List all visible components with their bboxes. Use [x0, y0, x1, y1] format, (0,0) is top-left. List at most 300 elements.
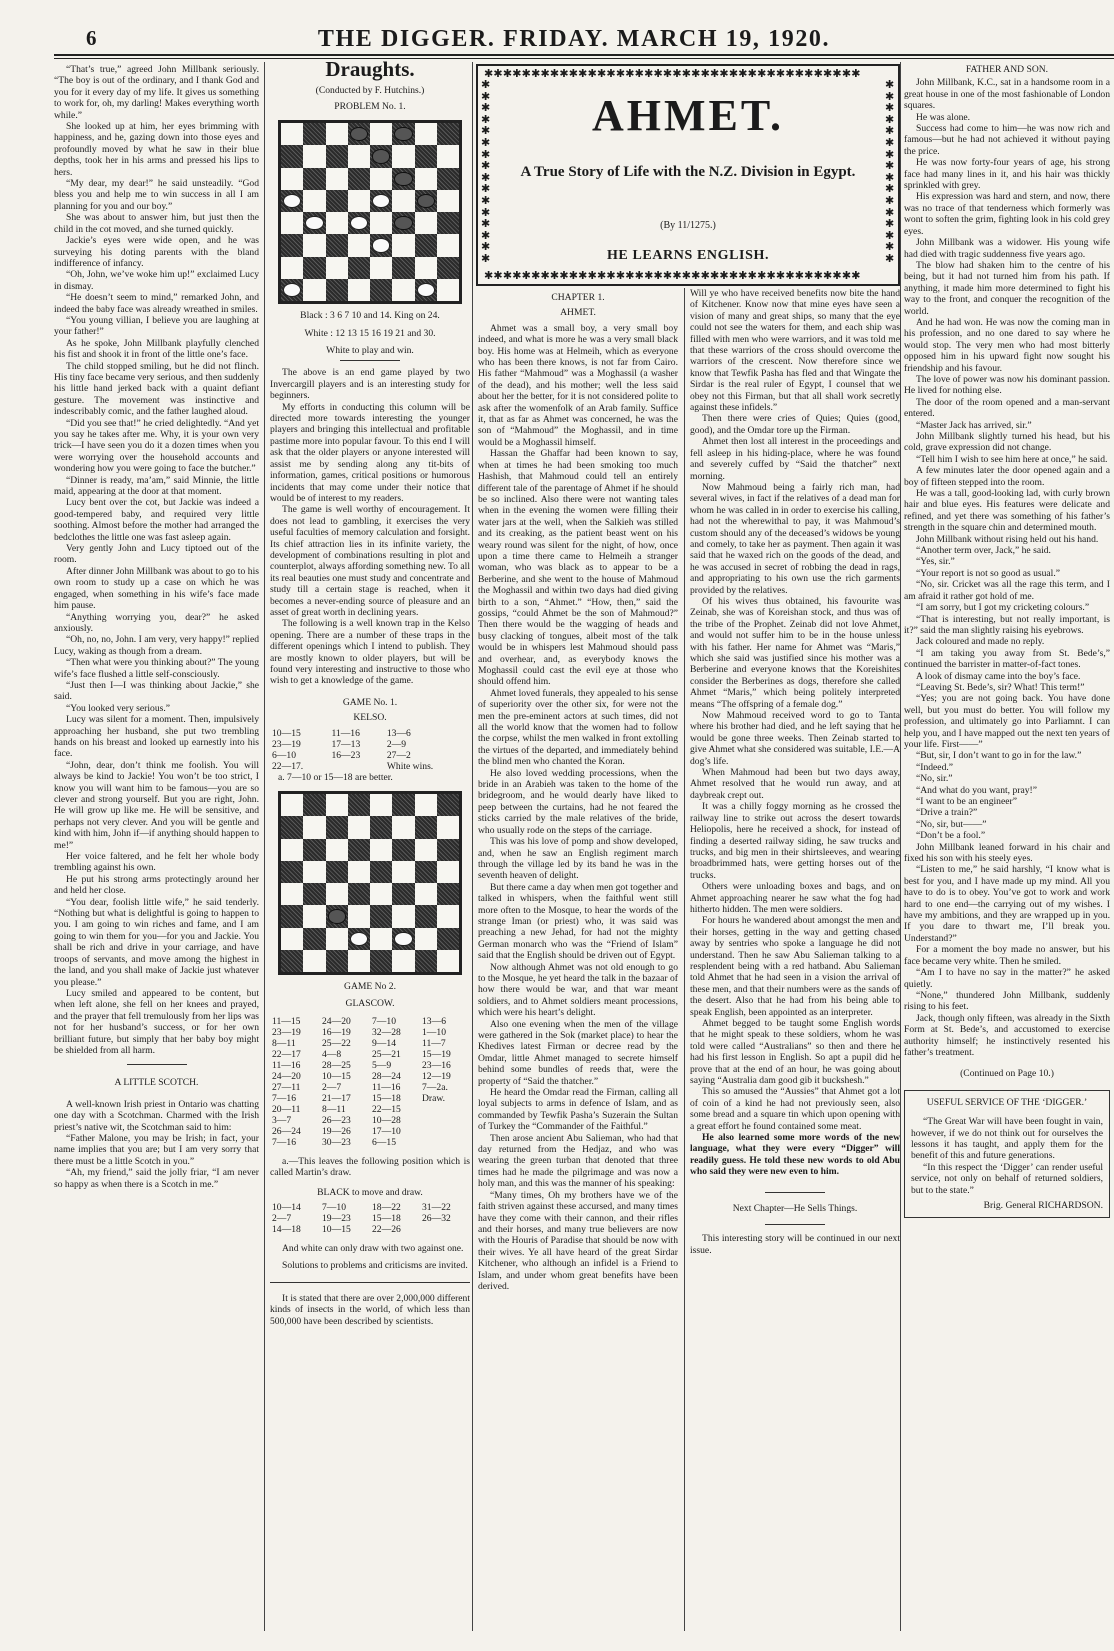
- black-piece-icon: [328, 909, 346, 923]
- move-cell: 10—15: [322, 1224, 351, 1236]
- move-cell: 22—17.: [272, 760, 304, 772]
- board-square: [326, 861, 348, 883]
- moves-table: [270, 728, 470, 772]
- move-cell: 13—6: [422, 1015, 446, 1027]
- board-square: [370, 928, 392, 950]
- moves-row: [270, 1049, 470, 1060]
- board-square: [415, 816, 437, 838]
- move-cell: [420, 1224, 470, 1235]
- article-title: FATHER AND SON.: [965, 64, 1049, 75]
- page-number: 6: [86, 26, 97, 50]
- move-cell: 4—8: [322, 1048, 342, 1060]
- problem-heading: PROBLEM No. 1.: [334, 100, 406, 112]
- board-square: [348, 861, 370, 883]
- move-cell: 11—16: [372, 1081, 401, 1093]
- board-square: [370, 794, 392, 816]
- moves-row: [270, 1202, 470, 1213]
- paragraph: He also loved wedding processions, when the bride in an Arabieh was taken to the home of the bridegroom, and he would dearly have liked to peep between the curtains, had he not feared the sticks carried by the male relatives of the bride, who usually rode on the steps of the carriage.: [478, 767, 678, 836]
- board-square: [370, 883, 392, 905]
- move-cell: 18—22: [372, 1202, 401, 1214]
- board-square: [370, 816, 392, 838]
- divider: [765, 1192, 825, 1193]
- move-cell: 7—10: [372, 1015, 396, 1027]
- paragraph: “But, sir, I don’t want to go in for the law.”: [916, 750, 1082, 762]
- paragraph: The child stopped smiling, but he did not flinch. His tiny face became very serious, and then suddenly his little hand jerked back with a quaint defiant gesture. The movement was instinctive and indescribably comic, and the father laughed aloud.: [54, 360, 259, 418]
- move-cell: 24—20: [272, 1070, 301, 1082]
- move-cell: 10—15: [322, 1070, 351, 1082]
- paragraph: Hassan the Ghaffar had been known to say, when at times he had been smoking too much Hashish, that Mahmoud could tell an entirely different tale of the parentage of Ahmet if he should be so inclined. Also there were not wanting tales when in the evening the women were filling their water jars at the well, when the Salkieh was stilled and its creaking, as the patient beast went on his weary round was silent for the night, of how, once upon a time there came to Helmeih a stranger woman, who was black as to appear to be a Berberine, and she went to the house of Mahmoud the Moghassil and within two days had died giving birth to a son, “Ahmet.” “How, then,” said the gossips, “could Ahmet be the son of Mahmoud?” Then there would be the wagging of heads and busy clacking of tongues, albeit most of the talk would be in whispers lest Mahmoud should pass and overhear, and, as everybody knows the Moghassil could cast the evil eye at those who should offend him.: [478, 448, 678, 688]
- white-piece-icon: [283, 283, 301, 297]
- board-square: [281, 950, 303, 972]
- board-square: [370, 950, 392, 972]
- paragraph: My efforts in conducting this column will be directed more towards interesting the younger players and bringing this intellectual and profitable pastime more into popular favour. To this end I will ask that the older players or anyone interested will assist me by sending along any tit-bits of information, games, critical positions or humorous incidents that may come under their notice that would be of interest to my readers.: [270, 401, 470, 504]
- masthead-rule: [54, 54, 1114, 56]
- paragraph: “No, sir. Cricket was all the rage this term, and I am afraid it rather got hold of me.: [904, 579, 1110, 602]
- board-square: [392, 123, 414, 145]
- board-square: [415, 145, 437, 167]
- board-square: [437, 145, 459, 167]
- board-square: [348, 168, 370, 190]
- story-title: AHMET.: [592, 91, 784, 140]
- board-square: [303, 883, 325, 905]
- board-square: [303, 839, 325, 861]
- board-square: [415, 883, 437, 905]
- divider: [127, 1064, 187, 1065]
- board-square: [392, 839, 414, 861]
- board-square: [415, 928, 437, 950]
- board-square: [303, 145, 325, 167]
- paragraph: But there came a day when men got together and talked in whispers, when the faithful went still more often to the Mosque, to hear the words of the strange Iman (or priest) who, it was said was preaching a new Jehad, for had not the mighty German monarch who was the “Friend of Islam” said that the English should be driven out of Egypt.: [478, 881, 678, 962]
- paragraph: Lucy was silent for a moment. Then, impulsively approaching her husband, she put two trembling hands on his breast and looked up earnestly into his face.: [54, 714, 259, 760]
- paragraph: “In this respect the ‘Digger’ can render useful service, not only on behalf of returned soldiers, but to the state.”: [911, 1161, 1103, 1196]
- move-cell: 27—11: [272, 1081, 301, 1093]
- move-cell: 15—18: [372, 1213, 401, 1225]
- paragraph: “You dear, foolish little wife,” he said tenderly. “Nothing but what is delightful is going to happen to you. I am going to win riches and fame, and I am going to win them for you—for you and Jackie. You shall be rich and drive in your carriage, and have troops of servants, and move among the highest in the land, and you shall make of Jackie just whatever you please.”: [54, 896, 259, 988]
- board-square: [437, 168, 459, 190]
- moves-row: [270, 1137, 470, 1148]
- moves-row: [270, 1071, 470, 1082]
- star-border: ✱✱✱✱✱✱✱✱✱✱✱✱✱✱✱✱✱✱✱✱✱✱✱✱✱✱✱✱✱✱✱✱✱✱✱✱✱✱✱✱: [484, 270, 861, 282]
- paragraph: “And what do you want, pray!”: [916, 784, 1037, 796]
- white-piece-icon: [417, 283, 435, 297]
- paragraph: He also learned some more words of the new language, what they were every “Digger” will readily guess. He told these new words to old Abu who said they were new even to him.: [690, 1132, 900, 1178]
- board-square: [392, 190, 414, 212]
- paragraph: For hours he wandered about amongst the men and their horses, getting in the way and getting chased away by sentries who spoke a language he did not understand. Then he saw Abu Salieman talking to a resplendent being with a red hatband. Abu Salieman told Ahmet that he had seen in a vision the arrival of these men, and that their numbers were as the sands of the desert. Also that he had from his being able to speak English, been appointed as an interpreter.: [690, 915, 900, 1018]
- white-piece-icon: [372, 238, 390, 252]
- paragraph: “Leaving St. Bede’s, sir? What! This term!”: [916, 681, 1085, 693]
- moves-row: [270, 761, 470, 772]
- move-cell: 27—2: [386, 749, 411, 761]
- paragraph: She looked up at him, her eyes brimming with happiness, and he, gazing down into those eyes and profoundly moved by what he saw in their blue depths, took her in his arms and pressed his lips to hers.: [54, 121, 259, 178]
- move-cell: 12—19: [422, 1070, 451, 1082]
- move-cell: 10—14: [272, 1202, 301, 1214]
- board-square: [392, 257, 414, 279]
- paragraph: The door of the room opened and a man-servant entered.: [904, 396, 1110, 420]
- draughts-column: [270, 57, 470, 1327]
- board-square: [281, 212, 303, 234]
- board-square: [415, 168, 437, 190]
- board-square: [281, 279, 303, 301]
- paragraph: When Mahmoud had been but two days away, Ahmet resolved that he would run away, and at daybreak crept out.: [690, 767, 900, 801]
- board-square: [370, 839, 392, 861]
- board-square: [348, 145, 370, 167]
- move-cell: 25—22: [322, 1037, 351, 1049]
- board-square: [415, 234, 437, 256]
- paragraph: “That is interesting, but not really important, is it?” said the man slightly raising his eyebrows.: [904, 613, 1110, 636]
- ahmet-column-2: [690, 288, 900, 1256]
- move-cell: 2—9: [386, 738, 407, 750]
- masthead-title: THE DIGGER. FRIDAY. MARCH 19, 1920.: [317, 26, 831, 52]
- black-piece-icon: [350, 127, 368, 141]
- move-cell: 28—25: [322, 1059, 351, 1071]
- board-square: [348, 212, 370, 234]
- board-square: [303, 168, 325, 190]
- move-cell: 16—19: [322, 1026, 351, 1038]
- board-square: [326, 190, 348, 212]
- move-cell: 25—21: [372, 1048, 401, 1060]
- paragraph: Then arose ancient Abu Salieman, who had that day returned from the Hedjaz, and who was wearing the green turban that denoted that three times had he made the pilgrimage and was now a holy man, and this was the manner of his speaking:: [478, 1132, 678, 1190]
- game-opening: KELSO.: [353, 712, 387, 724]
- board-square: [326, 234, 348, 256]
- draughts-board: [278, 791, 462, 975]
- board-square: [326, 950, 348, 972]
- star-border: ✱✱✱✱✱✱✱✱✱✱✱✱✱✱✱✱: [481, 80, 491, 265]
- paragraph: Others were unloading boxes and bags, and on Ahmet approaching nearer he saw what the fog had hitherto hidden. The men were soldiers.: [690, 881, 900, 915]
- story-column-4: [904, 64, 1110, 1218]
- article-title: A LITTLE SCOTCH.: [114, 1077, 199, 1089]
- board-square: [326, 123, 348, 145]
- game-note: a. 7—10 or 15—18 are better.: [278, 771, 393, 783]
- move-cell: 15—18: [372, 1092, 401, 1104]
- move-cell: [420, 1126, 470, 1137]
- paragraph: “Ah, my friend,” said the jolly friar, “I am never so happy as when there is a Scotch in me.”: [54, 1167, 259, 1190]
- board-square: [415, 190, 437, 212]
- board-square: [348, 234, 370, 256]
- paragraph: John Millbank leaned forward in his chair and fixed his son with his steely eyes.: [904, 841, 1110, 865]
- move-cell: 6—15: [372, 1136, 396, 1148]
- column-divider: [900, 62, 901, 1631]
- paragraph: He heard the Omdar read the Firman, calling all loyal subjects to arms in defence of Islam, and as commanded by Tewfik Pasha’s Suzerain the Sultan of Turkey the “Commander of the Faithful.”: [478, 1087, 678, 1133]
- board-square: [437, 257, 459, 279]
- move-cell: White wins.: [386, 760, 434, 772]
- move-cell: 2—7: [322, 1081, 342, 1093]
- move-cell: 2—7: [272, 1213, 292, 1225]
- board-square: [281, 816, 303, 838]
- moves-row: [270, 1224, 470, 1235]
- board-square: [415, 794, 437, 816]
- board-square: [281, 839, 303, 861]
- byline: (Conducted by F. Hutchins.): [315, 85, 425, 97]
- board-square: [415, 279, 437, 301]
- continued-note: This interesting story will be continued in our next issue.: [690, 1233, 900, 1256]
- paragraph: As he spoke, John Millbank playfully clenched his fist and shook it in front of the little one’s face.: [54, 337, 259, 361]
- paragraph: Her voice faltered, and he felt her whole body trembling against his own.: [54, 851, 259, 874]
- masthead-rule-thin: [54, 58, 1114, 59]
- white-piece-icon: [350, 932, 368, 946]
- move-cell: 11—7: [422, 1037, 446, 1049]
- board-square: [437, 816, 459, 838]
- board-square: [303, 928, 325, 950]
- move-cell: 6—10: [272, 749, 296, 761]
- paragraph: “He doesn’t seem to mind,” remarked John, and indeed the baby face was already wreathed in smiles.: [54, 292, 259, 315]
- paragraph: “No, sir.”: [916, 773, 953, 785]
- move-cell: 30—23: [322, 1136, 351, 1148]
- move-cell: 7—16: [272, 1092, 296, 1104]
- paragraph: This so amused the “Aussies” that Ahmet got a lot of coin of a kind he had not previously seen, also some bread and a square tin which upon opening with a great effort he found contained some meat.: [690, 1086, 900, 1132]
- quote-box: [904, 1090, 1110, 1219]
- move-cell: 22—15: [372, 1103, 401, 1115]
- move-cell: 15—19: [422, 1048, 451, 1060]
- move-cell: [329, 761, 384, 772]
- paragraph: The game is well worthy of encouragement. It does not lead to gambling, it exercises the very useful faculties of memory calculation and forsight. Its chief attraction lies in its infinite variety, the development of combinations resulting in plot and counterplot, always affording something new. To all its real beauties one must study and concentrate and study till a certain stage is reached, when it becomes a never-ending source of pleasure and an asset of great worth in declining years.: [270, 504, 470, 618]
- paragraph: “Master Jack has arrived, sir.”: [916, 419, 1032, 431]
- paragraph: “The Great War will have been fought in vain, however, if we do not think out for ourselves the lessons it has taught, and apply them for the benefit of this and future generations.: [911, 1116, 1103, 1162]
- paragraph: John Millbank slightly turned his head, but his cold, grave expression did not change.: [904, 431, 1110, 454]
- paragraph: “Then what were you thinking about?” The young wife’s face flushed a little self-consciously.: [54, 657, 259, 680]
- paragraph: “I want to be an engineer”: [916, 796, 1017, 807]
- paragraph: Jackie’s eyes were wide open, and he was surveying his doting parents with the bland indifference of infancy.: [54, 235, 259, 269]
- white-piece-icon: [305, 216, 323, 230]
- move-cell: 7—2a.: [422, 1081, 448, 1093]
- paragraph: “Did you see that!” he cried delightedly. “And yet you say he takes after me. Why, it is your own very trick—I have seen you do it a dozen times when you were worrying over the household accounts and wondering how you were going to face the butcher.”: [54, 417, 259, 475]
- move-cell: 10—28: [372, 1114, 401, 1126]
- board-square: [415, 257, 437, 279]
- paragraph: “No, sir, but——”: [916, 818, 987, 830]
- board-square: [370, 145, 392, 167]
- move-cell: 26—24: [272, 1125, 301, 1137]
- board-square: [326, 794, 348, 816]
- moves-row: [270, 750, 470, 761]
- board-square: [348, 928, 370, 950]
- paragraph: After dinner John Millbank was about to go to his own room to study up a case on which he was engaged, when something in his wife’s face made him pause.: [54, 565, 259, 612]
- story-continuation: [54, 64, 259, 1056]
- moves-row: [270, 1060, 470, 1071]
- board-square: [281, 145, 303, 167]
- problem-instruction: White to play and win.: [326, 345, 414, 357]
- board-square: [392, 234, 414, 256]
- paragraph: The above is an end game played by two Invercargill players and is an interesting study for beginners.: [270, 367, 470, 402]
- divider: [340, 360, 400, 361]
- ahmet-column-1: [478, 288, 678, 1292]
- move-cell: 17—10: [372, 1125, 401, 1137]
- board-square: [415, 861, 437, 883]
- paragraph: Ahmet then lost all interest in the proceedings and fell asleep in his hiding-place, where he was found and severely cuffed by “Said the thatcher” next morning.: [690, 436, 900, 482]
- paragraph: Lucy bent over the cot, but Jackie was indeed a good-tempered baby, and required very little soothing. Almost before the mother had arranged the bedclothes the little one was fast asleep again.: [54, 497, 259, 543]
- board-square: [281, 928, 303, 950]
- board-square: [392, 145, 414, 167]
- board-square: [281, 883, 303, 905]
- paragraph: “Tell him I wish to see him here at once,” he said.: [916, 453, 1108, 465]
- paragraph: Of his wives thus obtained, his favourite was Zeinab, she was of Koreishan stock, and thus was of the tribe of the Prophet. Zeinab did not love Ahmet, and would not suffer him to be in the house unless with his father. Her name for Ahmet was “Maris,” which she said was justified since his mother was a Berberine and everyone knows that the Koreishites consider the Berberines as dogs, therefore she called Ahmet “Maris,” which being politely interpreted means “The offspring of a female dog.”: [690, 595, 900, 710]
- draughts-board: [278, 120, 462, 304]
- board-square: [281, 257, 303, 279]
- board-square: [370, 212, 392, 234]
- board-square: [303, 190, 325, 212]
- paragraph: Ahmet loved funerals, they appealed to his sense of superiority over the other six, for were not the men the pre-eminent actors at such times, did not all the world know that the women had to follow the corpse, whilst the men walked in front extolling the virtues of the departed, and immediately behind the blind men who chanted the Koran.: [478, 687, 678, 768]
- paragraph: “Am I to have no say in the matter?” he asked quietly.: [904, 967, 1110, 990]
- board-square: [326, 168, 348, 190]
- board-square: [303, 816, 325, 838]
- paragraph: Now although Ahmet was not old enough to go to the Mosque, he yet heard the talk in the bazaar of how there would be war, and that war meant soldiers, and to Ahmet soldiers meant processions, which were his heart’s delight.: [478, 961, 678, 1019]
- board-square: [281, 234, 303, 256]
- moves-table: [270, 1202, 470, 1235]
- column-divider: [472, 62, 473, 1631]
- paragraph: The blow had shaken him to the centre of his being, but it had not turned him from his path. If anything, it made him more determined to fight his way to the front, and conquer the recognition of the world.: [904, 259, 1110, 317]
- divider: [765, 1224, 825, 1225]
- section-title: Draughts.: [325, 57, 415, 81]
- move-cell: 8—11: [322, 1103, 346, 1115]
- board-square: [392, 861, 414, 883]
- black-piece-icon: [394, 216, 412, 230]
- board-square: [348, 190, 370, 212]
- paragraph: Solutions to problems and criticisms are invited.: [282, 1260, 468, 1272]
- board-square: [437, 861, 459, 883]
- paragraph: And white can only draw with two against one.: [282, 1243, 464, 1255]
- paragraph: This was his love of pomp and show developed, and, when he saw an English regiment march through the village led by its band he was in the seventh heaven of delight.: [478, 836, 678, 882]
- board-square: [326, 928, 348, 950]
- move-cell: 11—15: [272, 1015, 301, 1027]
- game-title: GAME No 2.: [344, 981, 396, 993]
- move-cell: 3—7: [272, 1114, 292, 1126]
- move-cell: 28—24: [372, 1070, 401, 1082]
- black-piece-icon: [394, 127, 412, 141]
- board-square: [370, 257, 392, 279]
- paragraph: “I am taking you away from St. Bede’s,” continued the barrister in matter-of-fact tones.: [904, 647, 1110, 671]
- paragraph: A few minutes later the door opened again and a boy of fifteen stepped into the room.: [904, 465, 1110, 488]
- board-square: [437, 190, 459, 212]
- paragraph: “Indeed.”: [916, 761, 954, 773]
- move-cell: 20—11: [272, 1103, 301, 1115]
- paragraph: “Just then I—I was thinking about Jackie,” she said.: [54, 679, 259, 703]
- paragraph: He was now forty-four years of age, his strong face had many lines in it, and his hair was thickly sprinkled with grey.: [904, 157, 1110, 192]
- board-square: [370, 279, 392, 301]
- white-pieces: White : 12 13 15 16 19 21 and 30.: [304, 327, 436, 339]
- move-cell: 13—6: [386, 727, 411, 739]
- paragraph: “Oh, no, no, John. I am very, very happy!” replied Lucy, waking as though from a dream.: [54, 634, 259, 657]
- move-cell: 23—16: [422, 1059, 451, 1071]
- board-square: [415, 839, 437, 861]
- masthead: [54, 26, 1094, 56]
- paragraph: His expression was hard and stern, and now, there was no trace of that tenderness which formerly was wont to soften the grim, fighting look in his cold grey eyes.: [904, 191, 1110, 237]
- board-square: [370, 905, 392, 927]
- paragraph: “Father Malone, you may be Irish; in fact, your name implies that you are; but I am very sorry that there must be a little Scotch in you.”: [54, 1132, 259, 1167]
- moves-row: [270, 1027, 470, 1038]
- black-piece-icon: [372, 149, 390, 163]
- move-cell: 23—19: [272, 1026, 301, 1038]
- paragraph: “You young villian, I believe you are laughing at your father!”: [54, 314, 259, 338]
- paragraph: A well-known Irish priest in Ontario was chatting one day with a Scotchman. Charmed with the Irish priest’s native wit, the Scotchman said to him:: [54, 1098, 259, 1133]
- board-square: [348, 257, 370, 279]
- moves-row: [270, 1038, 470, 1049]
- star-border: ✱✱✱✱✱✱✱✱✱✱✱✱✱✱✱✱: [885, 80, 895, 265]
- story-byline: (By 11/1275.): [660, 220, 716, 231]
- move-cell: 9—14: [372, 1037, 396, 1049]
- move-cell: 7—10: [322, 1202, 346, 1214]
- column-divider: [264, 62, 265, 1631]
- board-square: [348, 123, 370, 145]
- move-cell: [420, 1115, 470, 1126]
- move-cell: 17—13: [331, 738, 361, 750]
- board-square: [326, 145, 348, 167]
- board-square: [303, 950, 325, 972]
- moves-row: [270, 728, 470, 739]
- move-cell: 19—26: [322, 1125, 351, 1137]
- board-square: [370, 861, 392, 883]
- paragraph: Very gently John and Lucy tiptoed out of the room.: [54, 543, 259, 566]
- paragraph: “That’s true,” agreed John Millbank seriously. “The boy is out of the ordinary, and I thank God and you for it every day of my life. It gives us something to work for, oh, my darling! Makes everything worth while.”: [54, 64, 259, 121]
- move-cell: 16—23: [331, 749, 361, 761]
- move-cell: 26—32: [422, 1213, 451, 1225]
- paragraph: And he had won. He was now the coming man in his profession, and no one dared to say where he would stop. The very men who had most bitterly opposed him in his upward fight now sought his friendship and his favour.: [904, 316, 1110, 374]
- paragraph: “I am sorry, but I got my cricketing colours.”: [916, 602, 1090, 614]
- board-square: [303, 905, 325, 927]
- board-square: [303, 123, 325, 145]
- board-square: [326, 816, 348, 838]
- paragraph: “Many times, Oh my brothers have we of the faith striven against these accursed, and many times have they come with their cannon, and their rifles and their horses, and many true believers are now with the Houris of Paradise that should be now with their wives. Ye all have heard of the great Sirdar Kitchener, who although an infidel is a Friend to Islam, and under whom great benefits have been derived.: [478, 1189, 678, 1292]
- board-square: [392, 168, 414, 190]
- chapter-title: AHMET.: [560, 307, 596, 319]
- moves-row: [270, 1082, 470, 1093]
- black-piece-icon: [417, 194, 435, 208]
- paragraph: “Drive a train?”: [916, 807, 978, 819]
- board-square: [326, 905, 348, 927]
- board-square: [303, 861, 325, 883]
- game-opening: GLASCOW.: [345, 998, 395, 1010]
- move-cell: 8—11: [272, 1037, 296, 1049]
- board-square: [392, 883, 414, 905]
- move-cell: 19—23: [322, 1213, 351, 1225]
- paragraph: It is stated that there are over 2,000,000 different kinds of insects in the world, of which less than 500,000 have been described by scientists.: [270, 1292, 470, 1327]
- move-cell: 23—19: [272, 738, 301, 750]
- move-cell: 22—26: [372, 1224, 401, 1236]
- move-cell: 11—16: [272, 1059, 301, 1071]
- board-square: [281, 168, 303, 190]
- moves-row: [270, 1213, 470, 1224]
- moves-row: [270, 1126, 470, 1137]
- paragraph: “Your report is not so good as usual.”: [916, 567, 1060, 579]
- board-square: [437, 123, 459, 145]
- paragraph: Success had come to him—he was now rich and famous—but he had not achieved it without paying the price.: [904, 123, 1110, 157]
- story-subtitle: A True Story of Life with the N.Z. Division in Egypt.: [520, 164, 856, 180]
- paragraph: For a moment the boy made no answer, but his face became very white. Then he smiled.: [904, 944, 1110, 967]
- board-square: [437, 905, 459, 927]
- paragraph: “My dear, my dear!” he said unsteadily. “God bless you and help me to win success in all I am planning for you and our boy.”: [54, 178, 259, 212]
- board-square: [392, 950, 414, 972]
- board-square: [303, 257, 325, 279]
- board-square: [303, 212, 325, 234]
- move-cell: 32—28: [372, 1026, 401, 1038]
- move-cell: [420, 1137, 470, 1148]
- board-square: [370, 168, 392, 190]
- moves-table: [270, 1016, 470, 1148]
- paragraph: Jack, though only fifteen, was already in the Sixth Form at St. Bede’s, and accustomed to exercise authority himself; he instinctively resented his father’s treatment.: [904, 1012, 1110, 1058]
- paragraph: “None,” thundered John Millbank, suddenly rising to his feet.: [904, 989, 1110, 1013]
- move-cell: Draw.: [422, 1092, 446, 1104]
- board-square: [415, 950, 437, 972]
- paragraph: Then there were cries of Quies; Quies (good, good), and the Omdar tore up the Firman.: [690, 413, 900, 436]
- board-square: [437, 234, 459, 256]
- chapter-heading: CHAPTER 1.: [551, 292, 605, 303]
- continued-note: (Continued on Page 10.): [960, 1068, 1054, 1080]
- board-square: [437, 928, 459, 950]
- move-cell: 22—17: [272, 1048, 301, 1060]
- paragraph: John Millbank without rising held out his hand.: [916, 533, 1099, 545]
- story-heading: HE LEARNS ENGLISH.: [606, 248, 770, 263]
- paragraph: She was about to answer him, but just then the child in the cot moved, and she turned quickly.: [54, 212, 259, 235]
- board-square: [326, 279, 348, 301]
- paragraph: It was a chilly foggy morning as he crossed the railway line to strike out across the desert towards Heliopolis, here he received a shock, for instead of finding a deserted railway siding, he saw trucks and trucks, and big men in their shirtsleeves, and wearing broadbrimmed hats, were getting horses out of the trucks.: [690, 801, 900, 881]
- move-cell: 31—22: [422, 1202, 451, 1214]
